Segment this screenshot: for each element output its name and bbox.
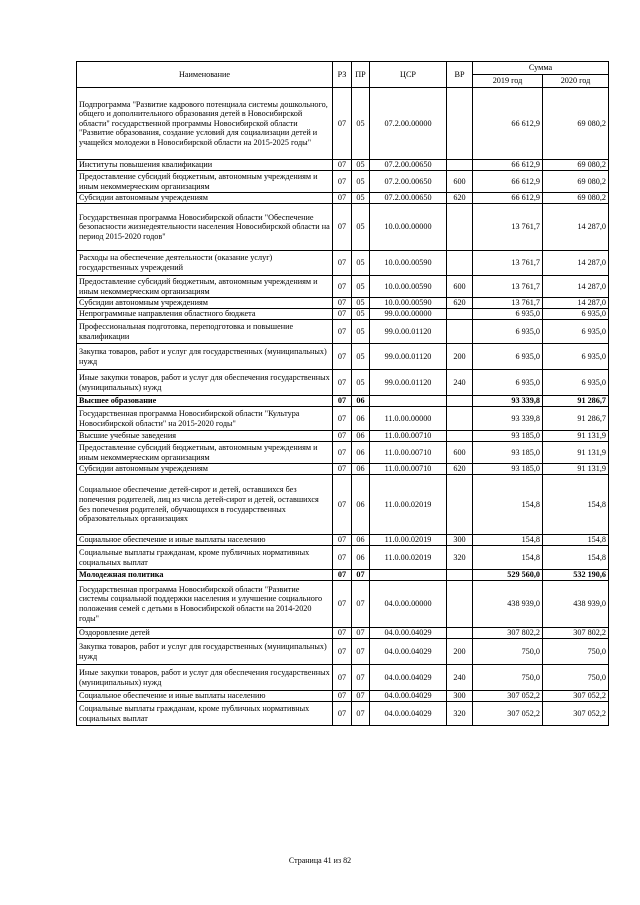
cell-pr: 05: [352, 251, 370, 276]
cell-name: Субсидии автономным учреждениям: [77, 464, 333, 475]
cell-2020: 6 935,0: [543, 320, 609, 344]
cell-csr: 11.0.00.02019: [370, 546, 447, 570]
table-row: [77, 320, 609, 344]
cell-csr: 04.0.00.04029: [370, 639, 447, 665]
cell-csr: 10.0.00.00590: [370, 298, 447, 309]
header-row-1: [77, 62, 609, 75]
cell-rz: 07: [333, 475, 352, 535]
header-name: Наименование: [77, 62, 333, 88]
cell-name: Высшие учебные заведения: [77, 431, 333, 442]
table-row: [77, 691, 609, 702]
cell-csr: 99.0.00.00000: [370, 309, 447, 320]
cell-rz: 07: [333, 442, 352, 464]
cell-2019: 529 560,0: [473, 570, 543, 581]
cell-2019: 66 612,9: [473, 88, 543, 160]
cell-rz: 07: [333, 160, 352, 171]
cell-vr: [447, 251, 473, 276]
cell-2019: 13 761,7: [473, 204, 543, 251]
table-row: [77, 702, 609, 726]
cell-2019: 93 185,0: [473, 442, 543, 464]
cell-csr: 10.0.00.00000: [370, 204, 447, 251]
cell-2020: 69 080,2: [543, 160, 609, 171]
cell-vr: 320: [447, 702, 473, 726]
cell-2020: 154,8: [543, 535, 609, 546]
cell-2020: 154,8: [543, 546, 609, 570]
cell-name: Предоставление субсидий бюджетным, автономным учреждениям и иным некоммерческим организациям: [77, 171, 333, 193]
header-rz: РЗ: [333, 62, 352, 88]
table-row: [77, 396, 609, 407]
cell-2020: 14 287,0: [543, 276, 609, 298]
cell-name: Оздоровление детей: [77, 628, 333, 639]
cell-vr: [447, 628, 473, 639]
cell-2019: 307 052,2: [473, 691, 543, 702]
cell-csr: 04.0.00.04029: [370, 628, 447, 639]
cell-name: Государственная программа Новосибирской области "Развитие системы социальной поддержки населения и улучшение социального положения семей с детьми в Новосибирской области на 2014-2020 годы": [77, 581, 333, 628]
cell-rz: 07: [333, 581, 352, 628]
cell-pr: 07: [352, 628, 370, 639]
cell-pr: 06: [352, 535, 370, 546]
cell-2020: 532 190,6: [543, 570, 609, 581]
cell-pr: 07: [352, 639, 370, 665]
cell-vr: 320: [447, 546, 473, 570]
cell-2020: 91 286,7: [543, 396, 609, 407]
cell-2020: 69 080,2: [543, 171, 609, 193]
cell-name: Закупка товаров, работ и услуг для государственных (муниципальных) нужд: [77, 639, 333, 665]
cell-csr: 04.0.00.04029: [370, 691, 447, 702]
cell-pr: 05: [352, 298, 370, 309]
cell-2019: 66 612,9: [473, 160, 543, 171]
cell-vr: [447, 475, 473, 535]
cell-2019: 307 052,2: [473, 702, 543, 726]
cell-2020: 307 052,2: [543, 691, 609, 702]
cell-pr: 07: [352, 570, 370, 581]
table-row: [77, 535, 609, 546]
table-row: [77, 431, 609, 442]
cell-2020: 6 935,0: [543, 370, 609, 396]
cell-name: Подпрограмма "Развитие кадрового потенциала системы дошкольного, общего и дополнительного образования детей в Новосибирской области" государственной программы Новосибирской области "Развитие образования, создание условий для социализации детей и учащейся молодежи в Новосибирской области на 2015-2025 годы": [77, 88, 333, 160]
table-row: [77, 276, 609, 298]
cell-2019: 750,0: [473, 639, 543, 665]
cell-2019: 750,0: [473, 665, 543, 691]
cell-2020: 91 131,9: [543, 442, 609, 464]
cell-csr: 04.0.00.04029: [370, 665, 447, 691]
cell-csr: [370, 570, 447, 581]
table-row: [77, 639, 609, 665]
cell-name: Социальные выплаты гражданам, кроме публичных нормативных социальных выплат: [77, 546, 333, 570]
cell-csr: 07.2.00.00650: [370, 193, 447, 204]
cell-name: Социальное обеспечение и иные выплаты населению: [77, 535, 333, 546]
cell-rz: 07: [333, 396, 352, 407]
cell-rz: 07: [333, 309, 352, 320]
cell-vr: 200: [447, 344, 473, 370]
cell-2019: 66 612,9: [473, 193, 543, 204]
cell-rz: 07: [333, 320, 352, 344]
table-body: [77, 88, 609, 726]
cell-vr: [447, 581, 473, 628]
table-row: [77, 309, 609, 320]
cell-vr: [447, 204, 473, 251]
cell-2019: 93 185,0: [473, 431, 543, 442]
cell-pr: 05: [352, 204, 370, 251]
cell-2019: 6 935,0: [473, 370, 543, 396]
cell-vr: [447, 160, 473, 171]
cell-csr: 11.0.00.00710: [370, 464, 447, 475]
cell-name: Иные закупки товаров, работ и услуг для обеспечения государственных (муниципальных) нужд: [77, 370, 333, 396]
cell-vr: [447, 88, 473, 160]
cell-2019: 13 761,7: [473, 251, 543, 276]
cell-csr: 07.2.00.00000: [370, 88, 447, 160]
cell-2019: 6 935,0: [473, 309, 543, 320]
cell-2020: 750,0: [543, 665, 609, 691]
table-row: [77, 442, 609, 464]
cell-name: Непрограммные направления областного бюджета: [77, 309, 333, 320]
cell-rz: 07: [333, 691, 352, 702]
cell-csr: 11.0.00.00710: [370, 431, 447, 442]
cell-vr: 620: [447, 298, 473, 309]
table-row: [77, 160, 609, 171]
cell-csr: 11.0.00.02019: [370, 535, 447, 546]
cell-name: Профессиональная подготовка, переподготовка и повышение квалификации: [77, 320, 333, 344]
table-row: [77, 298, 609, 309]
cell-pr: 06: [352, 475, 370, 535]
cell-2020: 307 052,2: [543, 702, 609, 726]
cell-rz: 07: [333, 407, 352, 431]
cell-2020: 14 287,0: [543, 298, 609, 309]
cell-pr: 06: [352, 431, 370, 442]
cell-vr: 600: [447, 276, 473, 298]
cell-rz: 07: [333, 251, 352, 276]
table-row: [77, 581, 609, 628]
cell-rz: 07: [333, 431, 352, 442]
cell-name: Иные закупки товаров, работ и услуг для обеспечения государственных (муниципальных) нужд: [77, 665, 333, 691]
cell-2019: 93 185,0: [473, 464, 543, 475]
cell-2019: 6 935,0: [473, 344, 543, 370]
table-row: [77, 546, 609, 570]
cell-2020: 6 935,0: [543, 309, 609, 320]
cell-pr: 07: [352, 665, 370, 691]
cell-name: Молодежная политика: [77, 570, 333, 581]
cell-2020: 307 802,2: [543, 628, 609, 639]
table-row: [77, 665, 609, 691]
cell-csr: [370, 396, 447, 407]
cell-rz: 07: [333, 298, 352, 309]
cell-pr: 07: [352, 702, 370, 726]
cell-csr: 10.0.00.00590: [370, 251, 447, 276]
cell-2020: 69 080,2: [543, 193, 609, 204]
cell-vr: [447, 396, 473, 407]
cell-vr: [447, 309, 473, 320]
cell-name: Субсидии автономным учреждениям: [77, 298, 333, 309]
header-sum: Сумма: [473, 62, 609, 75]
cell-2019: 6 935,0: [473, 320, 543, 344]
cell-vr: [447, 407, 473, 431]
table-row: [77, 628, 609, 639]
table-row: [77, 344, 609, 370]
cell-vr: [447, 320, 473, 344]
cell-pr: 05: [352, 88, 370, 160]
cell-vr: 620: [447, 464, 473, 475]
table-row: [77, 570, 609, 581]
table-row: [77, 88, 609, 160]
cell-2020: 6 935,0: [543, 344, 609, 370]
cell-rz: 07: [333, 464, 352, 475]
cell-rz: 07: [333, 546, 352, 570]
table-row: [77, 370, 609, 396]
cell-vr: [447, 570, 473, 581]
cell-pr: 06: [352, 442, 370, 464]
cell-name: Закупка товаров, работ и услуг для государственных (муниципальных) нужд: [77, 344, 333, 370]
cell-csr: 99.0.00.01120: [370, 344, 447, 370]
cell-2019: 154,8: [473, 535, 543, 546]
cell-name: Государственная программа Новосибирской области "Обеспечение безопасности жизнедеятельности населения Новосибирской области на период 2015-2020 годов": [77, 204, 333, 251]
cell-vr: [447, 431, 473, 442]
cell-csr: 04.0.00.00000: [370, 581, 447, 628]
cell-csr: 07.2.00.00650: [370, 160, 447, 171]
cell-pr: 05: [352, 171, 370, 193]
header-csr: ЦСР: [370, 62, 447, 88]
cell-pr: 06: [352, 546, 370, 570]
cell-rz: 07: [333, 665, 352, 691]
cell-2019: 154,8: [473, 475, 543, 535]
cell-rz: 07: [333, 171, 352, 193]
cell-vr: 300: [447, 535, 473, 546]
cell-csr: 07.2.00.00650: [370, 171, 447, 193]
cell-2020: 154,8: [543, 475, 609, 535]
page-number: Страница 41 из 82: [288, 856, 352, 865]
cell-rz: 07: [333, 570, 352, 581]
cell-rz: 07: [333, 639, 352, 665]
cell-rz: 07: [333, 702, 352, 726]
cell-name: Государственная программа Новосибирской области "Культура Новосибирской области" на 2015-2020 годы": [77, 407, 333, 431]
cell-rz: 07: [333, 276, 352, 298]
cell-vr: 200: [447, 639, 473, 665]
cell-name: Субсидии автономным учреждениям: [77, 193, 333, 204]
table-row: [77, 171, 609, 193]
cell-csr: 10.0.00.00590: [370, 276, 447, 298]
table-row: [77, 204, 609, 251]
cell-vr: 600: [447, 442, 473, 464]
cell-2019: 13 761,7: [473, 276, 543, 298]
cell-rz: 07: [333, 193, 352, 204]
budget-table-container: [76, 61, 608, 726]
cell-name: Предоставление субсидий бюджетным, автономным учреждениям и иным некоммерческим организациям: [77, 276, 333, 298]
header-2019: 2019 год: [473, 75, 543, 88]
cell-vr: 300: [447, 691, 473, 702]
table-row: [77, 407, 609, 431]
cell-pr: 05: [352, 193, 370, 204]
cell-name: Институты повышения квалификации: [77, 160, 333, 171]
cell-2019: 13 761,7: [473, 298, 543, 309]
cell-csr: 99.0.00.01120: [370, 320, 447, 344]
cell-csr: 04.0.00.04029: [370, 702, 447, 726]
cell-name: Социальное обеспечение детей-сирот и детей, оставшихся без попечения родителей, лиц из числа детей-сирот и детей, оставшихся без попечения родителей, обучающихся в государственных образовательных организациях: [77, 475, 333, 535]
cell-2019: 66 612,9: [473, 171, 543, 193]
cell-name: Социальное обеспечение и иные выплаты населению: [77, 691, 333, 702]
cell-csr: 11.0.00.00000: [370, 407, 447, 431]
cell-2019: 93 339,8: [473, 396, 543, 407]
cell-2019: 438 939,0: [473, 581, 543, 628]
cell-pr: 07: [352, 581, 370, 628]
cell-vr: 240: [447, 665, 473, 691]
cell-vr: 600: [447, 171, 473, 193]
cell-rz: 07: [333, 344, 352, 370]
cell-pr: 06: [352, 396, 370, 407]
cell-rz: 07: [333, 88, 352, 160]
cell-rz: 07: [333, 535, 352, 546]
cell-name: Социальные выплаты гражданам, кроме публичных нормативных социальных выплат: [77, 702, 333, 726]
table-row: [77, 251, 609, 276]
cell-2020: 438 939,0: [543, 581, 609, 628]
cell-2020: 91 131,9: [543, 431, 609, 442]
cell-rz: 07: [333, 204, 352, 251]
cell-csr: 11.0.00.02019: [370, 475, 447, 535]
cell-vr: 620: [447, 193, 473, 204]
cell-pr: 07: [352, 691, 370, 702]
cell-2020: 91 131,9: [543, 464, 609, 475]
budget-table: [76, 61, 609, 726]
cell-2020: 69 080,2: [543, 88, 609, 160]
cell-2019: 154,8: [473, 546, 543, 570]
cell-pr: 06: [352, 464, 370, 475]
cell-rz: 07: [333, 370, 352, 396]
cell-csr: 99.0.00.01120: [370, 370, 447, 396]
cell-vr: 240: [447, 370, 473, 396]
cell-pr: 05: [352, 309, 370, 320]
cell-pr: 06: [352, 407, 370, 431]
header-2020: 2020 год: [543, 75, 609, 88]
cell-pr: 05: [352, 320, 370, 344]
cell-pr: 05: [352, 160, 370, 171]
cell-name: Высшее образование: [77, 396, 333, 407]
cell-2020: 14 287,0: [543, 251, 609, 276]
cell-csr: 11.0.00.00710: [370, 442, 447, 464]
table-row: [77, 464, 609, 475]
table-row: [77, 193, 609, 204]
cell-name: Расходы на обеспечение деятельности (оказание услуг) государственных учреждений: [77, 251, 333, 276]
cell-pr: 05: [352, 344, 370, 370]
header-pr: ПР: [352, 62, 370, 88]
cell-2020: 91 286,7: [543, 407, 609, 431]
cell-pr: 05: [352, 276, 370, 298]
cell-2019: 307 802,2: [473, 628, 543, 639]
table-row: [77, 475, 609, 535]
cell-name: Предоставление субсидий бюджетным, автономным учреждениям и иным некоммерческим организациям: [77, 442, 333, 464]
cell-2020: 750,0: [543, 639, 609, 665]
cell-2019: 93 339,8: [473, 407, 543, 431]
cell-rz: 07: [333, 628, 352, 639]
cell-2020: 14 287,0: [543, 204, 609, 251]
header-vr: ВР: [447, 62, 473, 88]
cell-pr: 05: [352, 370, 370, 396]
